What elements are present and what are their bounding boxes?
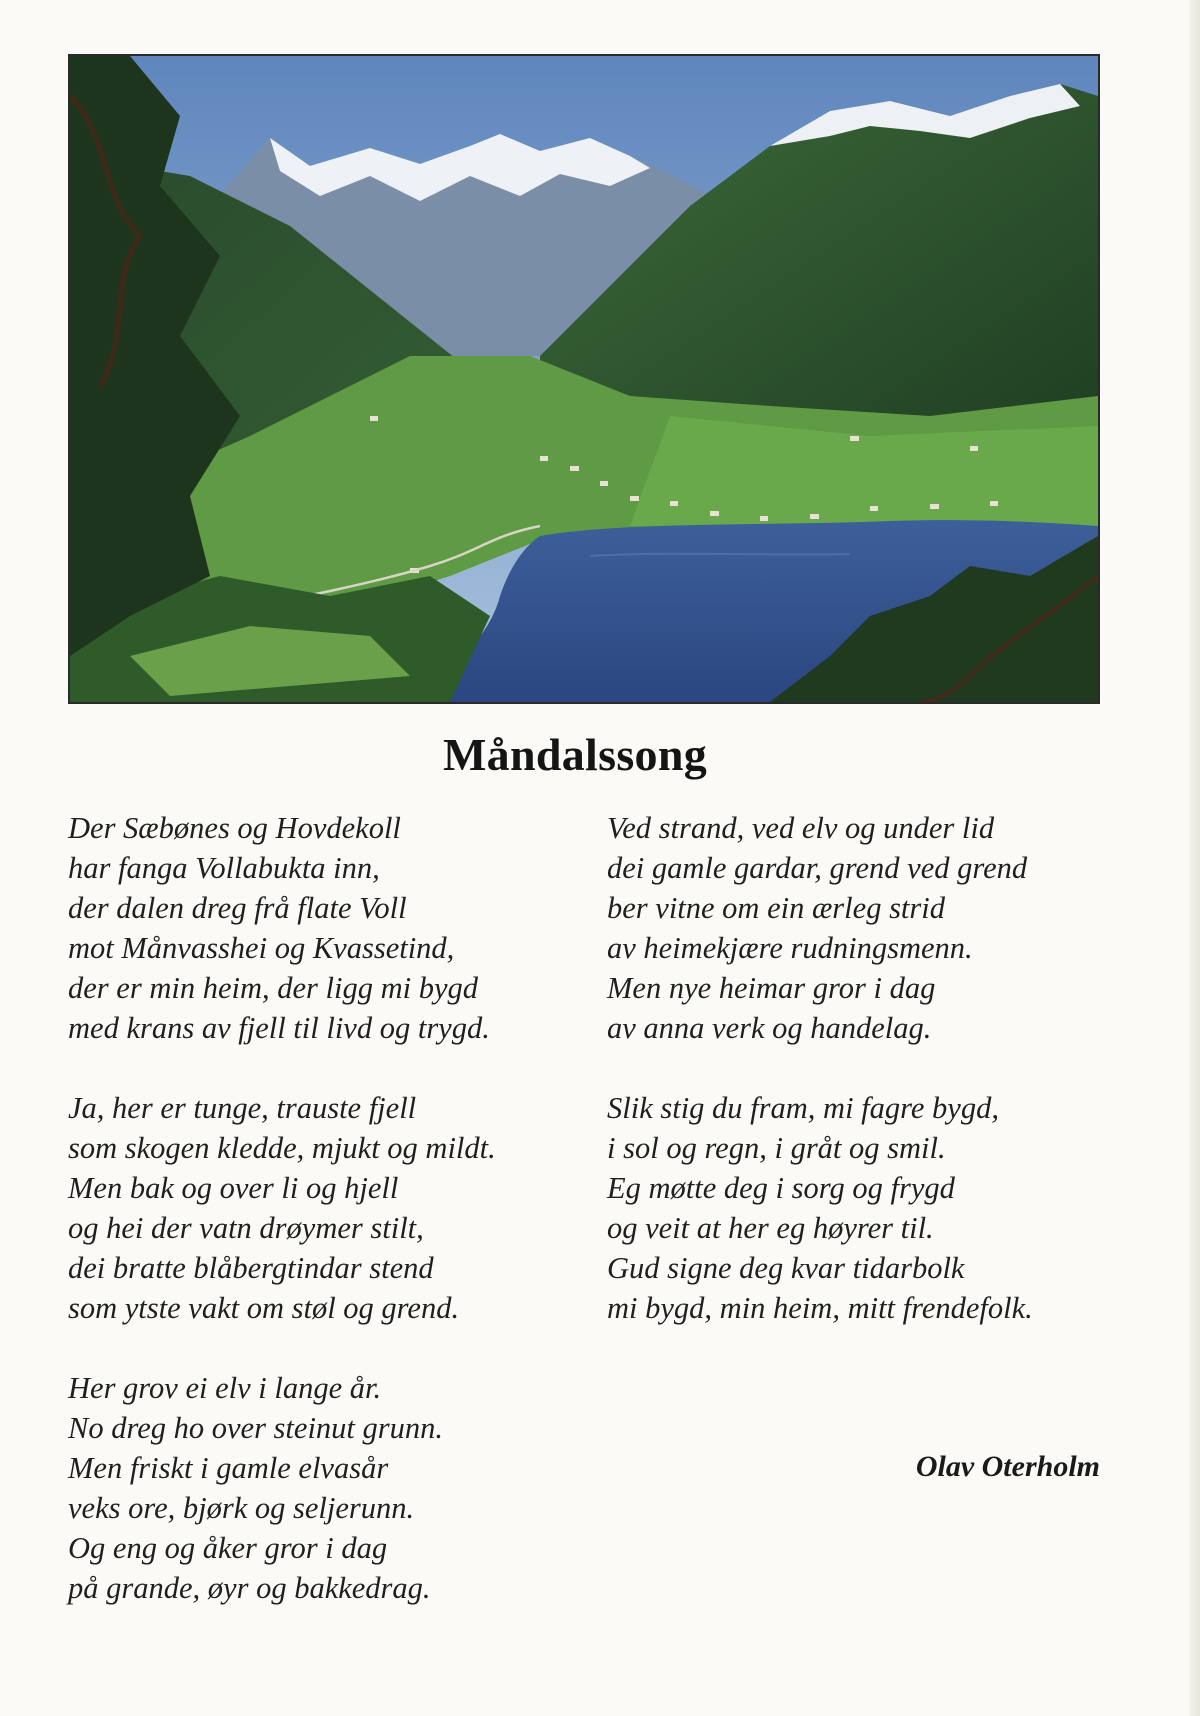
verse-line: i sol og regn, i gråt og smil. xyxy=(607,1131,946,1165)
verse-line: med krans av fjell til livd og trygd. xyxy=(68,1011,490,1045)
stanza xyxy=(68,1368,588,1608)
verse-line: Der Sæbønes og Hovdekoll xyxy=(68,811,401,845)
verse-line: Eg møtte deg i sorg og frygd xyxy=(607,1171,955,1205)
verse-line: dei bratte blåbergtindar stend xyxy=(68,1251,434,1285)
verse-line: ber vitne om ein ærleg strid xyxy=(607,891,946,925)
verse-line: No dreg ho over steinut grunn. xyxy=(68,1411,444,1445)
stanza xyxy=(68,808,588,1048)
verse-line: Og eng og åker gror i dag xyxy=(68,1531,388,1565)
verse-line: har fanga Vollabukta inn, xyxy=(68,851,380,885)
verse-line: og veit at her eg høyrer til. xyxy=(607,1211,934,1245)
verse-line: og hei der vatn drøymer stilt, xyxy=(68,1211,424,1245)
verse-line: Her grov ei elv i lange år. xyxy=(68,1371,382,1405)
stanza xyxy=(607,808,1107,1048)
page-edge xyxy=(1190,0,1200,1716)
landscape-photo xyxy=(68,54,1100,704)
verse-line: Men friskt i gamle elvasår xyxy=(68,1451,389,1485)
verse-line: mot Månvasshei og Kvassetind, xyxy=(68,931,455,965)
verse-line: Slik stig du fram, mi fagre bygd, xyxy=(607,1091,999,1125)
verse-line: av anna verk og handelag. xyxy=(607,1011,932,1045)
verse-line: Ved strand, ved elv og under lid xyxy=(607,811,995,845)
poem-left-column xyxy=(68,808,588,1648)
verse-line: av heimekjære rudningsmenn. xyxy=(607,931,973,965)
verse-line: Gud signe deg kvar tidarbolk xyxy=(607,1251,965,1285)
verse-line: dei gamle gardar, grend ved grend xyxy=(607,851,1028,885)
stanza xyxy=(68,1088,588,1328)
verse-line: der dalen dreg frå flate Voll xyxy=(68,891,407,925)
verse-line: Men nye heimar gror i dag xyxy=(607,971,936,1005)
verse-line: som ytste vakt om støl og grend. xyxy=(68,1291,460,1325)
verse-line: Ja, her er tunge, trauste fjell xyxy=(68,1091,417,1125)
verse-line: veks ore, bjørk og seljerunn. xyxy=(68,1491,415,1525)
poem-author: Olav Oterholm xyxy=(915,1450,1100,1483)
poem-right-column xyxy=(607,808,1107,1368)
verse-line: på grande, øyr og bakkedrag. xyxy=(68,1571,431,1605)
verse-line: mi bygd, min heim, mitt frendefolk. xyxy=(607,1291,1033,1325)
verse-line: der er min heim, der ligg mi bygd xyxy=(68,971,478,1005)
poem-title: Måndalssong xyxy=(442,729,708,780)
verse-line: Men bak og over li og hjell xyxy=(68,1171,399,1205)
stanza xyxy=(607,1088,1107,1328)
verse-line: som skogen kledde, mjukt og mildt. xyxy=(68,1131,496,1165)
